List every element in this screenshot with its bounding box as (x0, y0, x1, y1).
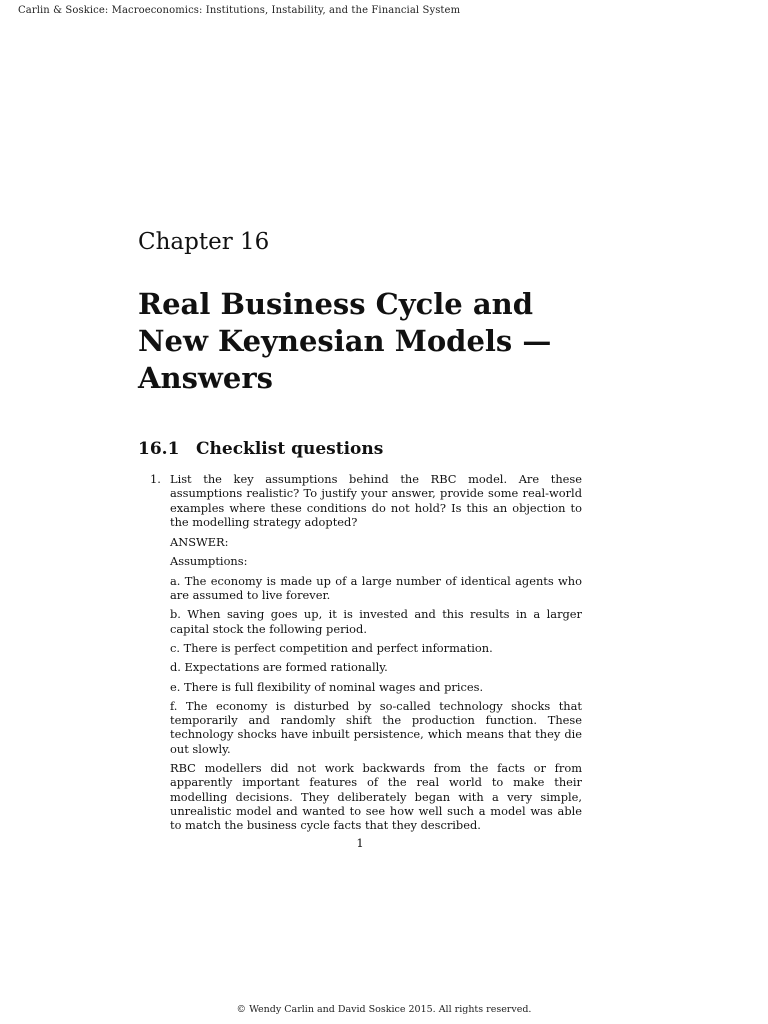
section-number: 16.1 (138, 439, 180, 459)
chapter-label: Chapter 16 (138, 229, 270, 255)
assumption-c: c. There is perfect competition and perfect information. (170, 640, 493, 655)
assumption-a: a. The economy is made up of a large number of identical agents who are assumed to live forever. (170, 573, 582, 603)
assumption-d: d. Expectations are formed rationally. (170, 660, 388, 675)
assumptions-label: Assumptions: (170, 554, 248, 569)
question-text: List the key assumptions behind the RBC model. Are these assumptions realistic? To justify your answer, provide some real-world examples where these conditions do not hold? Is this an objection to the modelling strategy adopted? (170, 472, 582, 529)
section-title: Checklist questions (196, 439, 384, 459)
assumption-f: f. The economy is disturbed by so-called technology shocks that temporarily and randomly shift the production function. These technology shocks have inbuilt persistence, which means that they die out slowly. (170, 698, 582, 756)
answer-label: ANSWER: (170, 535, 229, 550)
assumption-e: e. There is full flexibility of nominal wages and prices. (170, 679, 484, 694)
chapter-title-line-3: Answers (138, 361, 273, 395)
section-heading (138, 439, 383, 459)
chapter-title-line-1: Real Business Cycle and (138, 287, 533, 321)
chapter-title (138, 286, 608, 397)
running-header: Carlin & Soskice: Macroeconomics: Institutions, Instability, and the Financial System (18, 5, 461, 16)
closing-paragraph: RBC modellers did not work backwards from the facts or from apparently important features of the real world to make their modelling decisions. They deliberately began with a very simple, unrealistic model and wanted to see how well such a model was able to match the business cycle facts that they described. (170, 761, 582, 833)
question-body (170, 472, 582, 833)
question-number: 1. (150, 472, 161, 486)
chapter-title-line-2: New Keynesian Models — (138, 324, 552, 358)
assumption-b: b. When saving goes up, it is invested and this results in a larger capital stock the following period. (170, 607, 582, 636)
page-number: 1 (356, 836, 364, 850)
question-item (150, 472, 582, 838)
copyright-notice: © Wendy Carlin and David Soskice 2015. All rights reserved. (236, 1004, 532, 1015)
